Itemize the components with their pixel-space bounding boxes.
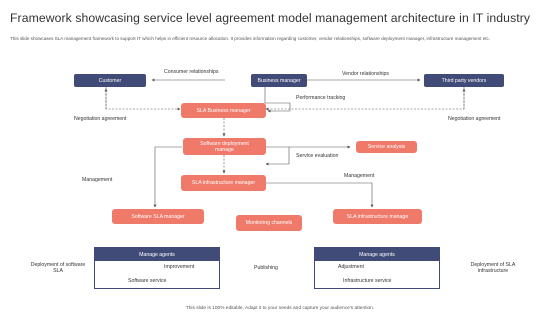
page-subtitle: This slide showcases SLA management framework to support IT which helps in efficient resource allocation. It provides information regarding customer, vendor relationships, software deployment manager, infrastructure management etc.: [10, 36, 491, 41]
label-consumer-relationships: Consumer relationships: [164, 69, 219, 75]
right-panel-header: Manage agents: [315, 248, 439, 261]
label-publishing: Publishing: [254, 265, 278, 271]
label-management-right: Management: [344, 173, 375, 179]
page-title: Framework showcasing service level agreement model management architecture in IT industry: [10, 11, 531, 25]
label-deployment-software-sla: Deployment of software SLA: [30, 262, 86, 274]
label-vendor-relationships: Vendor relationships: [342, 71, 390, 77]
label-negotiation-agreement-left: Negotiation agreement: [74, 116, 127, 122]
left-panel-header: Manage agents: [95, 248, 219, 261]
right-panel-infrastructure-service: Infrastructure service: [343, 278, 392, 284]
software-sla-manager-node: Software SLA manager: [112, 209, 204, 224]
service-analysis-node: Service analysis: [356, 141, 417, 153]
label-deployment-sla-infrastructure: Deployment of SLA infrastructure: [470, 262, 516, 274]
business-manager-node: Business manager: [251, 74, 307, 87]
label-management-left: Management: [82, 177, 113, 183]
sla-business-manager-node: SLA Business manager: [181, 103, 266, 118]
software-deployment-manager-node: Software deployment manage: [183, 138, 266, 155]
footer-note: This slide is 100% editable. Adapt it to your needs and capture your audience's attention.: [185, 306, 375, 311]
left-panel-software-service: Software service: [128, 278, 167, 284]
monitoring-channels-node: Monitoring channels: [236, 215, 302, 231]
right-panel-adjustment: Adjustment: [338, 264, 364, 270]
label-performance-tracking: Performance tracking: [296, 95, 346, 101]
customer-node: Customer: [74, 74, 146, 87]
left-panel-improvement: Improvement: [164, 264, 195, 270]
third-party-vendors-node: Third party vendors: [424, 74, 504, 87]
sla-infrastructure-manage-node: SLA infrastructure manage: [333, 209, 422, 224]
label-service-evaluation: Service evaluation: [296, 153, 339, 159]
label-negotiation-agreement-right: Negotiation agreement: [448, 116, 501, 122]
sla-infrastructure-manager-node: SLA infrastructure manager: [181, 175, 266, 191]
